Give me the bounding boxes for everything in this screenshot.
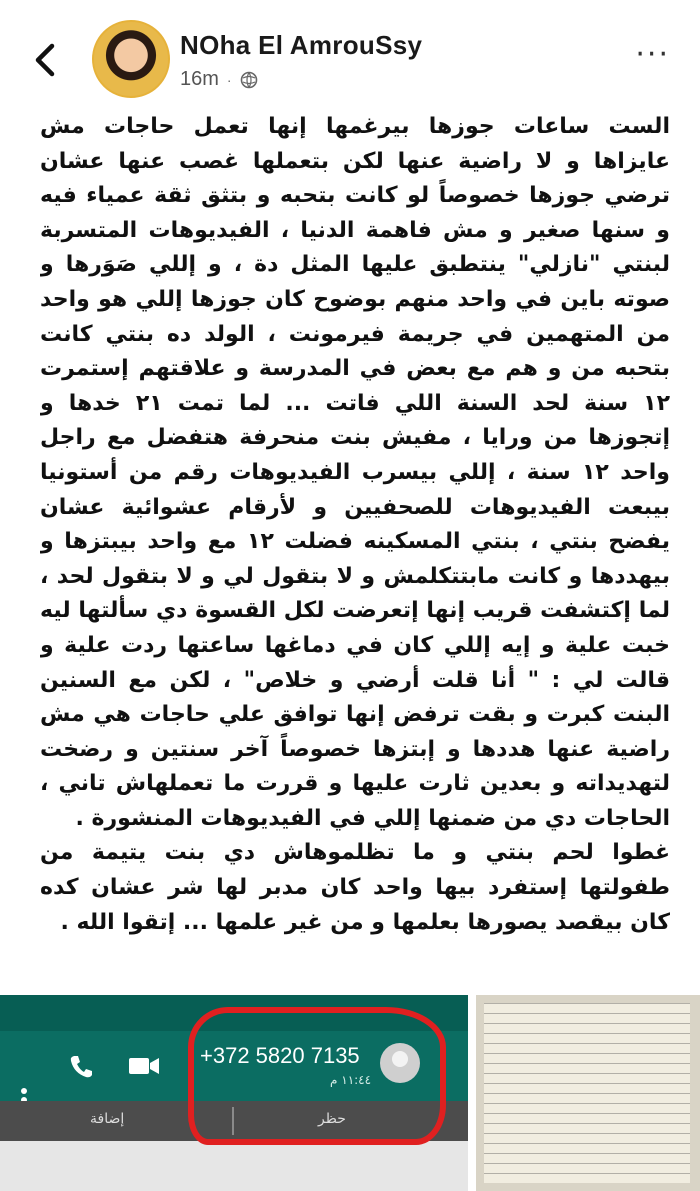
post-time[interactable]: 16m [180, 68, 219, 90]
back-arrow-icon[interactable] [28, 40, 62, 80]
more-options-icon[interactable]: ··· [635, 37, 670, 72]
author-name[interactable]: NOha El AmrouSsy [180, 30, 423, 60]
meta-separator: · [226, 71, 232, 88]
post-meta [180, 68, 258, 91]
tab-add: إضافة [90, 1111, 125, 1127]
post-attachments[interactable] [0, 995, 700, 1191]
whatsapp-chat-body [0, 1141, 468, 1191]
contact-last-seen: ١١:٤٤ م [330, 1073, 372, 1087]
video-call-icon [128, 1055, 160, 1077]
phone-call-icon [68, 1053, 94, 1079]
document-photo[interactable] [476, 995, 700, 1191]
globe-icon [240, 71, 258, 89]
contact-phone-number: +372 5820 7135 [200, 1043, 360, 1068]
post-text: الست ساعات جوزها بيرغمها إنها تعمل حاجات مش عايزاها و لا راضية عنها لكن بتعملها غصب عنها عشان ترضي جوزها خصوصاً لو كانت بتحبه و بتثق ثقة عمياء فيه و سنها صغير و مش فاهمة الدنيا ، الفيديوهات المتسربة لبنتي "نازلي" ينتطبق عليها المثل دة ، و إللي صَوَرها و صوته باين في واحد منهم بوضوح كان جوزها إللي هو واحد من المتهمين في جريمة فيرمونت ، الولد ده بنتي كانت بتحبه من و هم مع بعض في المدرسة و علاقتهم إستمرت ١٢ سنة لحد السنة اللي فاتت ... لما تمت ٢١ خدها و إتجوزها من ورايا ، مفيش بنت منحرفة هتفضل مع راجل واحد ١٢ سنة ، إللي بيسرب الفيديوهات رقم من أستونيا بيبعت الفيديوهات للصحفيين و لأرقام عشوائية عشان يفضح بنتي ، بنتي المسكينه فضلت ١٢ مع واحد بيبتزها و بيهددها و كانت مابتتكلمش و لا بتقول لي و لا بتقول لحد ، لما إكتشفت قريب إنها إتعرضت لكل القسوة دي سألتها ليه خبت علية و إيه إللي كان في دماغها ساعتها ردت علية و قالت لي : " أنا قلت أرضي و خلاص" ، لكن مع السنين البنت كبرت و بقت ترفض إنها توافق علي حاجات هي مش راضية عنها هددها و إبتزها خصوصاً آخر سنتين و رضخت لتهديداته و بعدين ثارت عليها و قررت ما تعملهاش تاني ، الحاجات دي من ضمنها إللي في الفيديوهات المنشورة . غطوا لحم بنتي و ما تظلموهاش دي بنت يتيمة من طفولتها إستفرد بيها واحد كان مدبر لها شر عشان كده كان بيقصد يصورها بعلمها و من غير علمها ... إتقوا الله . [40, 114, 670, 935]
red-highlight-circle [188, 1007, 446, 1145]
tab-block: حظر [318, 1111, 346, 1127]
author-avatar[interactable] [92, 20, 170, 98]
whatsapp-screenshot[interactable] [0, 995, 468, 1191]
post-header [0, 0, 700, 110]
scanned-document [484, 1003, 690, 1183]
